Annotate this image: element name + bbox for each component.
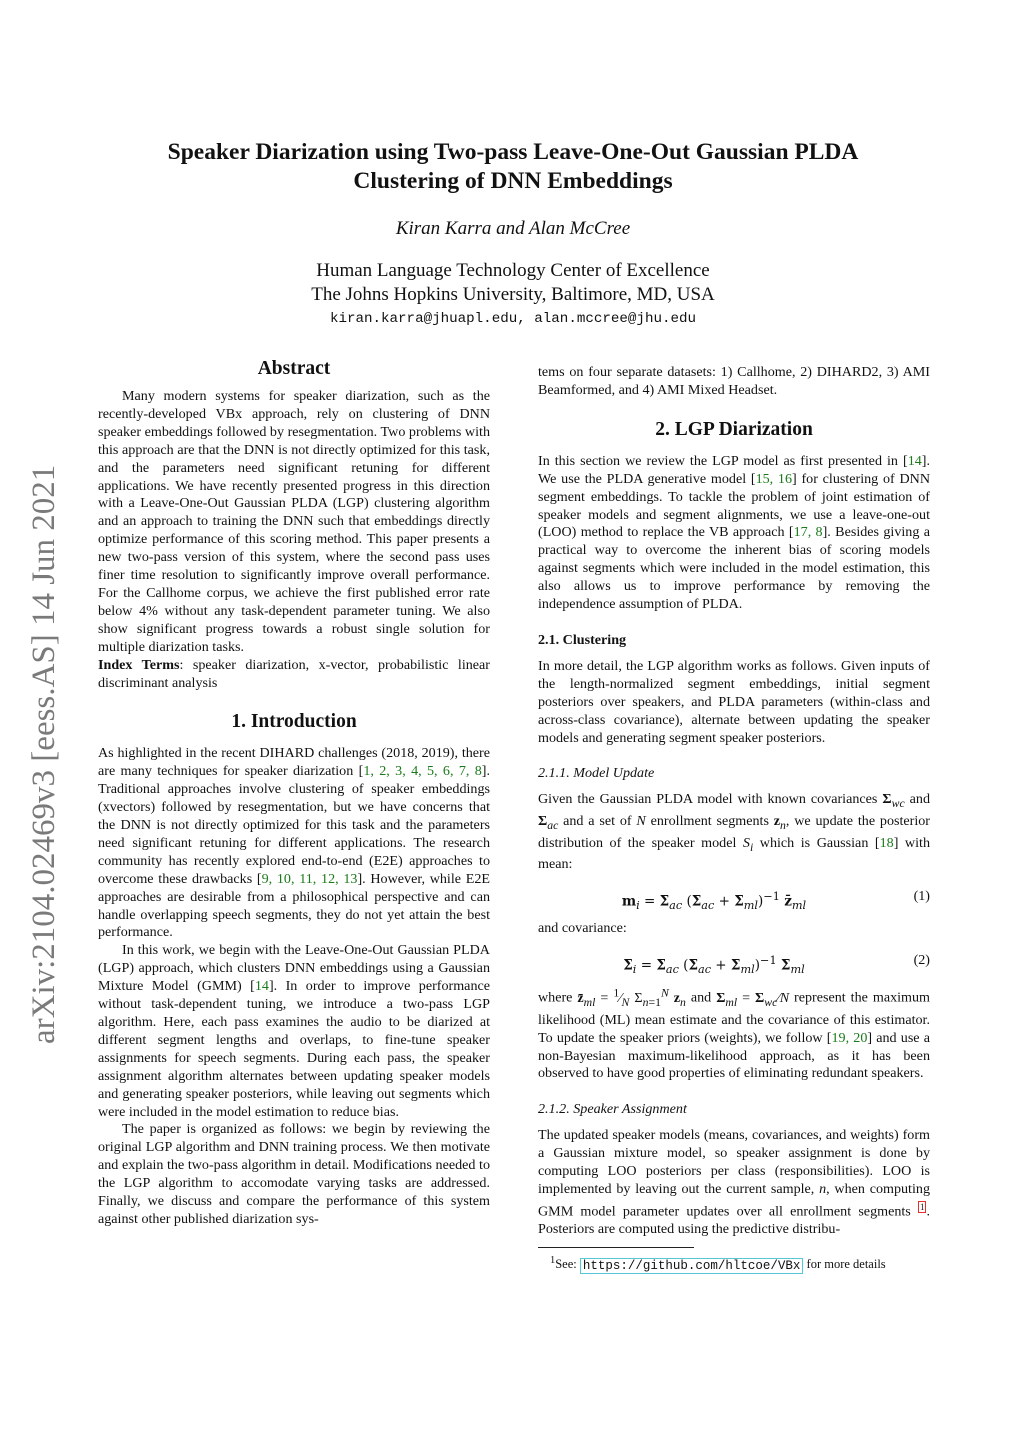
footnote-divider <box>538 1247 694 1248</box>
footnote-prefix: See: <box>555 1257 580 1272</box>
equation-2-body: $\Sigma_i = \Sigma_{ac}$ $(\Sigma_{ac} + \Sigma_{ml})^{-1}$ $\Sigma_{ml}$ <box>623 954 805 977</box>
citation-link[interactable]: 14 <box>907 452 922 469</box>
symbol-subscript: i <box>749 840 754 854</box>
sa-text-a: The updated speaker models (means, covariances, and weights) form a Gaussian mixture model, so speaker assignment is done by computing LOO posteriors per class (responsibilities). LOO is implemented by leaving out the current sample, <box>538 1127 930 1197</box>
authors: Kiran Karra and Alan McCree <box>395 218 631 239</box>
where-text-a: where <box>538 989 578 1006</box>
symbol-subscript: n <box>780 818 786 832</box>
lgp-text-d: ]. Besides giving a practical way to overcome the inherent bias of scoring models against segments which were included in the model estimation, this also allows us to improve performance by removing the independence assumption of PLDA. <box>538 524 930 613</box>
section-heading-lgp-diarization: 2. LGP Diarization <box>655 418 813 440</box>
intro-p2-text-a: In this work, we begin with the Leave-One-Out Gaussian PLDA (LGP) approach, which clusters DNN embeddings using a Gaussian Mixture Model (GMM) [ <box>98 942 490 995</box>
equation-1 <box>538 880 930 914</box>
right-column <box>538 364 930 1275</box>
lgp-text-c: ] for clustering of DNN segment embeddings. To tackle the problem of joint estimation of speaker models and segment alignments, we use a leave-one-out (LOO) method to replace the VB approach [ <box>538 470 931 541</box>
sa-text-c: . Posteriors are computed using the predictive distribu- <box>538 1203 930 1238</box>
mu-text-b: and <box>904 791 931 808</box>
author-emails[interactable]: kiran.karra@jhuapl.edu, alan.mccree@jhu.edu <box>329 311 697 327</box>
sa-text-b: , when computing GMM model parameter updates over all enrollment segments <box>538 1180 930 1220</box>
citation-link[interactable]: 19, 20 <box>831 1029 868 1046</box>
symbol-n: n <box>819 1180 827 1197</box>
symbol-N: N <box>636 813 646 830</box>
equation-1-number: (1) <box>913 888 930 905</box>
where-paragraph <box>538 984 930 1083</box>
mu-text-c: and a set of <box>558 813 637 830</box>
intro-paragraph-3: The paper is organized as follows: we begin by reviewing the original LGP algorithm and DNN training process. We then motivate and explain the two-pass algorithm in detail. Modifications needed to the LGP algorithm to accomodate varying tasks are addressed. Finally, we discuss and compare the performance of this system against other published diarization sys- <box>98 1121 490 1227</box>
section-heading-introduction: 1. Introduction <box>231 711 357 733</box>
lgp-text-b: ]. We use the PLDA generative model [ <box>538 452 930 487</box>
title-line-2: Clustering of DNN Embeddings <box>353 168 673 194</box>
subsubsection-heading-speaker-assignment: 2.1.2. Speaker Assignment <box>538 1101 687 1118</box>
intro-p1-text-a: As highlighted in the recent DIHARD challenges (2018, 2019), there are many techniques for speaker diarization [ <box>98 745 490 780</box>
footnote-link[interactable]: 1 <box>919 1201 925 1212</box>
intro-continuation: tems on four separate datasets: 1) Callhome, 2) DIHARD2, 3) AMI Beamformed, and 4) AMI Mixed Headset. <box>538 364 930 398</box>
lgp-text-a: In this section we review the LGP model as first presented in [ <box>538 452 908 469</box>
where-text-b: and <box>685 989 717 1006</box>
symbol-sigma: Σ <box>538 813 548 830</box>
footnote-suffix: for more details <box>803 1257 886 1272</box>
symbol-z: z <box>773 813 781 830</box>
subsubsection-heading-model-update: 2.1.1. Model Update <box>538 765 655 782</box>
symbol-subscript: ac <box>547 818 559 832</box>
where-text-c: represent the maximum likelihood (ML) mean estimate and the covariance of this estimator. To update the speaker priors (weights), we follow [ <box>538 989 931 1046</box>
citation-link[interactable]: 1, 2, 3, 4, 5, 6, 7, 8 <box>363 763 482 780</box>
symbol-sigma: Σ <box>882 791 892 808</box>
and-covariance-text: and covariance: <box>538 920 627 937</box>
where-text-d: ] and use a non-Bayesian maximum-likelihood approach, as it has been observed to have good properties of eliminating redundant speakers. <box>538 1029 930 1082</box>
mu-text-f: which is Gaussian [ <box>753 834 880 851</box>
inline-formula-zml: $z̄_{ml}$ = $^1⁄_N$ $\Sigma_{n=1}^N$ $z_n$ <box>577 986 686 1009</box>
title-line-1: Speaker Diarization using Two-pass Leave-One-Out Gaussian PLDA <box>167 139 859 165</box>
clustering-paragraph: In more detail, the LGP algorithm works as follows. Given inputs of the length-normalized segment embeddings, initial segment posteriors over speakers, and PLDA parameters (within-class and across-class covariance), alternate between updating the speaker models and generating segment speaker posteriors. <box>538 657 930 746</box>
equation-2-number: (2) <box>913 952 930 969</box>
affiliation-line-2: The Johns Hopkins University, Baltimore, MD, USA <box>311 284 715 305</box>
citation-link[interactable]: 14 <box>254 978 269 995</box>
citation-link[interactable]: 17, 8 <box>793 524 823 541</box>
inline-formula-sigma-ml: $\Sigma_{ml}$ = $\Sigma_{wc}⁄N$ <box>716 989 790 1009</box>
footnote-marker: 1 <box>550 1255 556 1267</box>
symbol-S: S <box>742 834 750 851</box>
footnote-url-link[interactable]: https://github.com/hltcoe/VBx <box>580 1258 804 1274</box>
intro-p1-text-b: ]. Traditional approaches involve clustering of speaker embeddings (xvectors) followed by resegmentation, but we have concerns that the DNN is not directly optimized for this task and the parameters need significant retuning for different applications. The research community has recently explored end-to-end (E2E) approaches to overcome these drawbacks [ <box>98 763 491 887</box>
abstract-heading: Abstract <box>257 358 331 379</box>
intro-p1-text-c: ]. However, while E2E approaches are desirable from a philosophical perspective and can handle overlapping speech segments, they do not yet attain the best performance. <box>98 870 490 941</box>
arxiv-identifier: arXiv:2104.02469v3 [eess.AS] 14 Jun 2021 <box>26 464 62 1044</box>
mu-text-a: Given the Gaussian PLDA model with known covariances <box>538 791 883 808</box>
abstract-text: Many modern systems for speaker diarization, such as the recently-developed VBx approach, rely on clustering of DNN speaker embeddings followed by resegmentation. Two problems with this approach are that the DNN is not directly optimized for this task, and the parameters need significant retuning for different applications. We have recently presented progress in this direction with a Leave-One-Out Gaussian PLDA (LGP) clustering algorithm and an approach to training the DNN such that embeddings directly optimize performance of this scoring method. This paper presents a new two-pass version of this system, where the second pass uses finer time resolution to significantly improve overall performance. For the Callhome corpus, we achieve the first published error rate below 4% without any task-dependent parameter tuning. We also show significant progress towards a robust single solution for multiple diarization tasks. <box>98 388 490 655</box>
subsection-heading-clustering: 2.1. Clustering <box>538 631 627 648</box>
citation-link[interactable]: 9, 10, 11, 12, 13 <box>261 870 358 887</box>
equation-2 <box>538 944 930 978</box>
footnote <box>538 1252 930 1275</box>
mu-text-d: enrollment segments <box>645 813 774 830</box>
affiliation-line-1: Human Language Technology Center of Excellence <box>316 260 710 281</box>
citation-link[interactable]: 15, 16 <box>755 470 793 487</box>
intro-p2-text-b: ]. In order to improve performance without task-dependent tuning, we introduce a two-pass LGP algorithm. Here, each pass examines the audio to be diarized at different segment lengths and overlaps, to fine-tune speaker assignments for speech segments. During each pass, the speaker assignment algorithm alternates between updating speaker models and generating speaker posteriors, while leaving out segments which were included in the model estimation to reduce bias. <box>98 978 490 1120</box>
paper-header <box>98 138 928 327</box>
citation-link[interactable]: 18 <box>879 834 894 851</box>
left-column <box>98 358 490 1229</box>
mu-text-e: , we update the posterior distribution of the speaker model <box>538 813 930 851</box>
index-terms-label: Index Terms <box>98 656 180 673</box>
index-terms-text: : speaker diarization, x-vector, probabilistic linear discriminant analysis <box>98 656 490 691</box>
speaker-assignment-paragraph <box>538 1127 930 1239</box>
index-terms <box>98 657 490 693</box>
intro-paragraph-1 <box>98 745 490 942</box>
paper-title <box>98 138 928 196</box>
mu-text-g: ] with mean: <box>538 834 930 873</box>
symbol-subscript: wc <box>891 797 905 811</box>
equation-1-body: $m_i = \Sigma_{ac}$ $(\Sigma_{ac} + \Sigma_{ml})^{-1}$ $z̄_{ml}$ <box>621 890 807 913</box>
lgp-paragraph-1 <box>538 453 930 614</box>
model-update-paragraph <box>538 791 930 874</box>
intro-paragraph-2 <box>98 942 490 1121</box>
